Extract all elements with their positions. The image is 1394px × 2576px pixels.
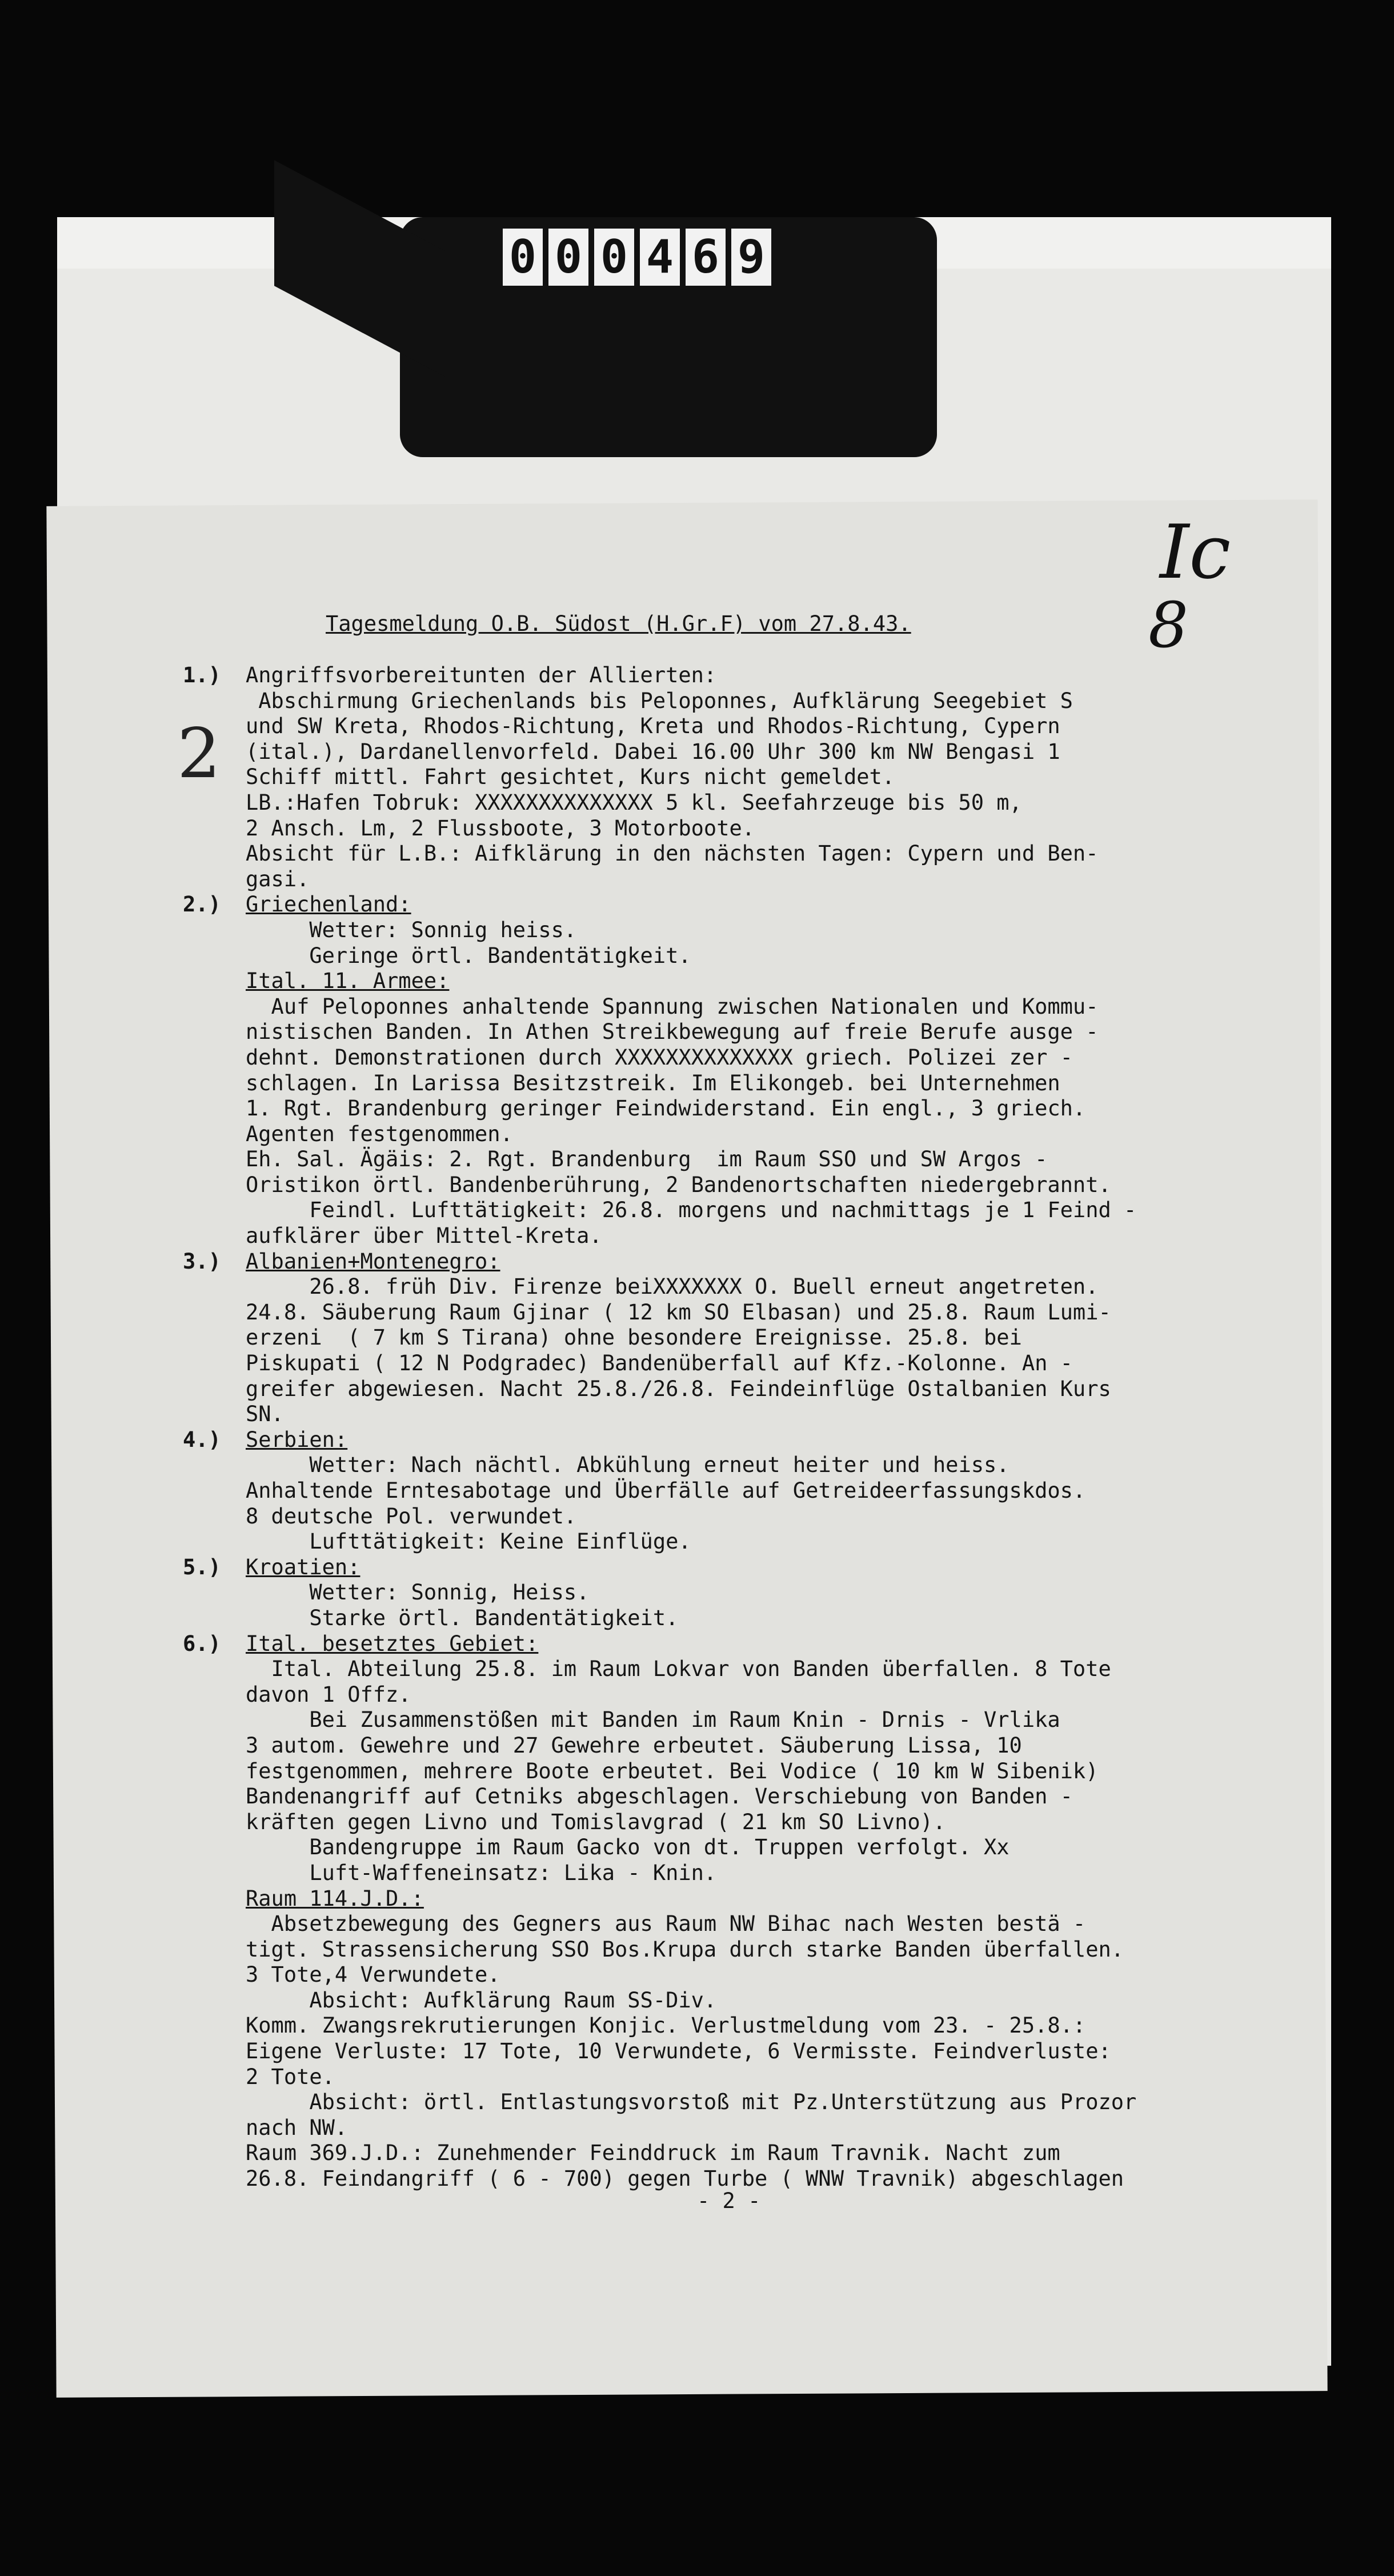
document-line: Raum 369.J.D.: Zunehmender Feinddruck im Raum Travnik. Nacht zum	[246, 2141, 1060, 2166]
handwritten-margin-mark: 2	[177, 714, 221, 794]
document-line: Starke örtl. Bandentätigkeit.	[246, 1605, 679, 1630]
document-line: davon 1 Offz.	[246, 1682, 411, 1707]
document-line: Absicht für L.B.: Aifklärung in den nächsten Tagen: Cypern und Ben-	[246, 841, 1099, 866]
document-line: Eigene Verluste: 17 Tote, 10 Verwundete, 6 Vermisste. Feindverluste:	[246, 2039, 1111, 2064]
document-line: 2 Tote.	[246, 2064, 335, 2089]
counter-digit: 0	[594, 229, 634, 286]
document-line: Angriffsvorbereitunten der Allierten:	[246, 663, 717, 687]
document-line: Ital. 11. Armee:	[246, 969, 450, 994]
document-line: LB.:Hafen Tobruk: XXXXXXXXXXXXXX 5 kl. Seefahrzeuge bis 50 m,	[246, 790, 1022, 815]
counter-digit: 6	[686, 229, 726, 286]
document-line: Wetter: Nach nächtl. Abkühlung erneut heiter und heiss.	[246, 1453, 1010, 1478]
counter-digit: 4	[640, 229, 680, 286]
section-number: 6.)	[183, 1631, 221, 1656]
document-line: 3 Tote,4 Verwundete.	[246, 1962, 500, 1987]
document-line: Bandengruppe im Raum Gacko von dt. Truppen verfolgt. Xx	[246, 1835, 1010, 1860]
document-line: Ital. besetztes Gebiet:	[246, 1631, 539, 1656]
counter-digit: 0	[503, 229, 543, 286]
document-line: Luft-Waffeneinsatz: Lika - Knin.	[246, 1860, 717, 1885]
document-line: 2 Ansch. Lm, 2 Flussboote, 3 Motorboote.	[246, 815, 755, 841]
document-line: dehnt. Demonstrationen durch XXXXXXXXXXXXXX griech. Polizei zer -	[246, 1045, 1073, 1070]
document-line: Bandenangriff auf Cetniks abgeschlagen. Verschiebung von Banden -	[246, 1784, 1073, 1809]
section-number: 2.)	[183, 892, 221, 917]
document-line: Schiff mittl. Fahrt gesichtet, Kurs nicht gemeldet.	[246, 765, 895, 790]
document-line: Absicht: Aufklärung Raum SS-Div.	[246, 1987, 717, 2013]
document-line: Absicht: örtl. Entlastungsvorstoß mit Pz.Unterstützung aus Prozor	[246, 2090, 1137, 2115]
document-line: 26.8. Feindangriff ( 6 - 700) gegen Turbe ( WNW Travnik) abgeschlagen	[246, 2166, 1124, 2191]
document-line: 3 autom. Gewehre und 27 Gewehre erbeutet. Säuberung Lissa, 10	[246, 1733, 1022, 1758]
document-line: Komm. Zwangsrekrutierungen Konjic. Verlustmeldung vom 23. - 25.8.:	[246, 2013, 1086, 2038]
section-number: 4.)	[183, 1427, 221, 1452]
document-line: Wetter: Sonnig heiss.	[246, 917, 577, 942]
document-line: erzeni ( 7 km S Tirana) ohne besondere Ereignisse. 25.8. bei	[246, 1325, 1022, 1350]
document-line: Griechenland:	[246, 892, 411, 917]
document-line: Auf Peloponnes anhaltende Spannung zwischen Nationalen und Kommu-	[246, 994, 1099, 1019]
counter-digit: 0	[548, 229, 588, 286]
document-line: Abschirmung Griechenlands bis Peloponnes, Aufklärung Seegebiet S	[246, 688, 1073, 713]
document-line: 8 deutsche Pol. verwundet.	[246, 1503, 577, 1529]
document-line: Wetter: Sonnig, Heiss.	[246, 1580, 590, 1605]
section-number: 5.)	[183, 1555, 221, 1579]
document-line: Geringe örtl. Bandentätigkeit.	[246, 943, 691, 968]
document-line: gasi.	[246, 866, 310, 891]
document-line: Kroatien:	[246, 1554, 360, 1579]
document-body	[246, 663, 1320, 2192]
document-line: Bei Zusammenstößen mit Banden im Raum Knin - Drnis - Vrlika	[246, 1707, 1060, 1733]
document-line: 1. Rgt. Brandenburg geringer Feindwiderstand. Ein engl., 3 griech.	[246, 1096, 1086, 1121]
document-title: Tagesmeldung O.B. Südost (H.Gr.F) vom 27.8.43.	[326, 611, 911, 636]
document-line: nach NW.	[246, 2115, 348, 2140]
document-line: Absetzbewegung des Gegners aus Raum NW Bihac nach Westen bestä -	[246, 1911, 1086, 1937]
document-line: 26.8. früh Div. Firenze beiXXXXXXX O. Buell erneut angetreten.	[246, 1274, 1099, 1299]
handwritten-annotation: 8	[1148, 589, 1188, 662]
document-line: tigt. Strassensicherung SSO Bos.Krupa durch starke Banden überfallen.	[246, 1937, 1124, 1962]
document-line: Raum 114.J.D.:	[246, 1886, 424, 1911]
document-line: Agenten festgenommen.	[246, 1121, 513, 1146]
document-line: SN.	[246, 1402, 284, 1427]
document-line: kräften gegen Livno und Tomislavgrad ( 21 km SO Livno).	[246, 1809, 946, 1834]
frame-counter	[503, 229, 771, 286]
document-line: 24.8. Säuberung Raum Gjinar ( 12 km SO Elbasan) und 25.8. Raum Lumi-	[246, 1299, 1111, 1325]
document-line: nistischen Banden. In Athen Streikbewegung auf freie Berufe ausge -	[246, 1019, 1099, 1045]
document-line: und SW Kreta, Rhodos-Richtung, Kreta und Rhodos-Richtung, Cypern	[246, 714, 1060, 739]
document-line: schlagen. In Larissa Besitzstreik. Im Elikongeb. bei Unternehmen	[246, 1070, 1060, 1095]
document-line: Feindl. Lufttätigkeit: 26.8. morgens und nachmittags je 1 Feind -	[246, 1198, 1137, 1223]
document-line: aufklärer über Mittel-Kreta.	[246, 1223, 602, 1249]
section-number: 1.)	[183, 663, 221, 687]
handwritten-annotation: Ic	[1160, 509, 1231, 595]
section-number: 3.)	[183, 1249, 221, 1274]
document-line: Oristikon örtl. Bandenberührung, 2 Bandenortschaften niedergebrannt.	[246, 1172, 1111, 1197]
document-line: (ital.), Dardanellenvorfeld. Dabei 16.00 Uhr 300 km NW Bengasi 1	[246, 739, 1060, 764]
document-line: greifer abgewiesen. Nacht 25.8./26.8. Feindeinflüge Ostalbanien Kurs	[246, 1376, 1111, 1401]
document-line: Piskupati ( 12 N Podgradec) Bandenüberfall auf Kfz.-Kolonne. An -	[246, 1351, 1073, 1376]
document-line: Albanien+Montenegro:	[246, 1249, 500, 1274]
document-line: festgenommen, mehrere Boote erbeutet. Bei Vodice ( 10 km W Sibenik)	[246, 1758, 1099, 1783]
page-number: - 2 -	[697, 2189, 761, 2213]
document-line: Lufttätigkeit: Keine Einflüge.	[246, 1529, 691, 1554]
document-line: Serbien:	[246, 1427, 348, 1452]
document-line: Ital. Abteilung 25.8. im Raum Lokvar von Banden überfallen. 8 Tote	[246, 1657, 1111, 1682]
document-line: Anhaltende Erntesabotage und Überfälle auf Getreideerfassungskdos.	[246, 1478, 1086, 1503]
document-line: Eh. Sal. Ägäis: 2. Rgt. Brandenburg im Raum SSO und SW Argos -	[246, 1147, 1048, 1172]
counter-digit: 9	[731, 229, 771, 286]
